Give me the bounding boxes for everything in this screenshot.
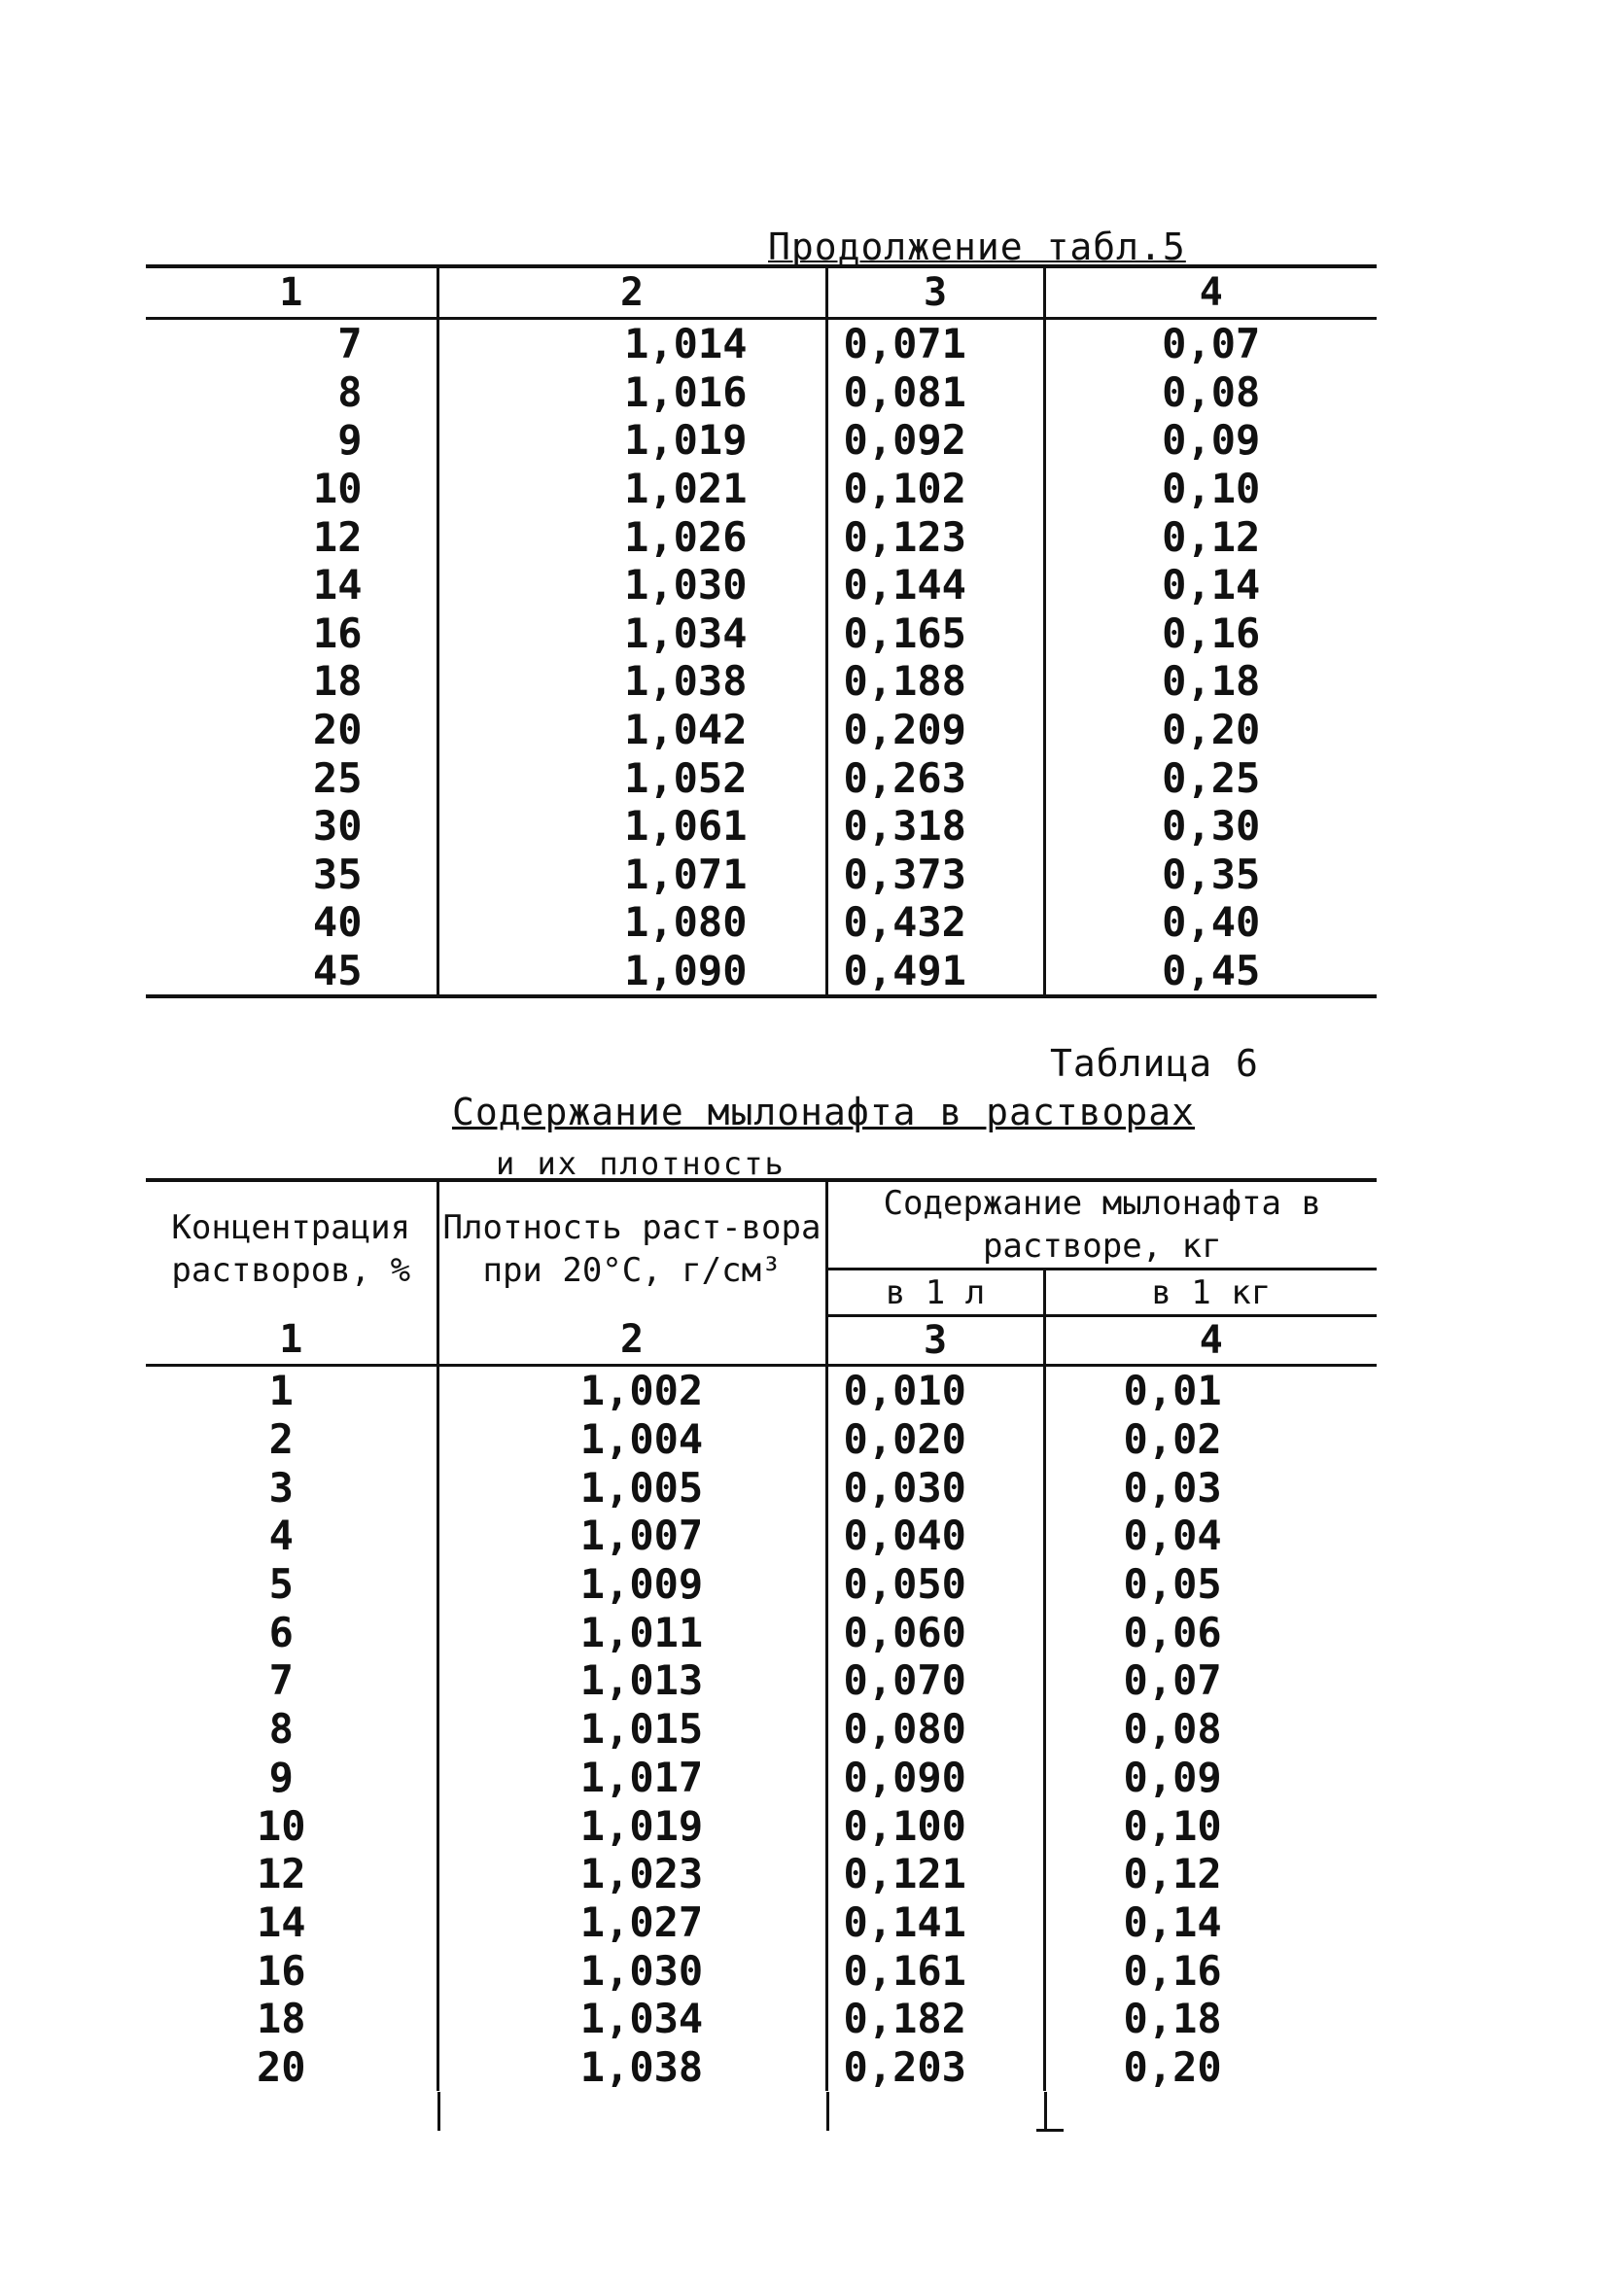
table6 [146, 1178, 1377, 2091]
column-number: 2 [437, 266, 826, 319]
table-cell: 14 [146, 1898, 437, 1947]
table-cell: 0,263 [826, 753, 1044, 802]
table-cell: 0,161 [826, 1946, 1044, 1995]
column-rule [437, 2092, 440, 2131]
table-row [146, 609, 1377, 658]
table-cell: 0,081 [826, 368, 1044, 417]
table-row [146, 465, 1377, 513]
table5-body [146, 319, 1377, 997]
table-cell: 12 [146, 512, 437, 561]
table-row [146, 416, 1377, 465]
table-cell: 0,432 [826, 898, 1044, 947]
table-cell: 0,090 [826, 1754, 1044, 1802]
table-cell: 1,016 [437, 368, 826, 417]
table-cell: 0,25 [1044, 753, 1377, 802]
table-cell: 1,026 [437, 512, 826, 561]
table-cell: 0,040 [826, 1512, 1044, 1560]
table-cell: 0,07 [1044, 1656, 1377, 1705]
table-cell: 20 [146, 706, 437, 754]
table-cell: 1,015 [437, 1705, 826, 1754]
table-cell: 1,005 [437, 1463, 826, 1512]
table-row [146, 1656, 1377, 1705]
column-rule [1044, 2092, 1047, 2131]
table6-title-line2: и их плотность [496, 1145, 786, 1182]
table-cell: 0,12 [1044, 512, 1377, 561]
table-cell: 1,004 [437, 1415, 826, 1464]
table-cell: 0,06 [1044, 1608, 1377, 1656]
table-row [146, 319, 1377, 368]
table-cell: 0,16 [1044, 1946, 1377, 1995]
table-cell: 5 [146, 1560, 437, 1609]
table-cell: 0,01 [1044, 1366, 1377, 1415]
table5-continuation-caption: Продолжение табл.5 [768, 226, 1186, 268]
table-row [146, 851, 1377, 899]
column-number: 1 [146, 1316, 437, 1366]
table-cell: 0,18 [1044, 657, 1377, 706]
table-cell: 12 [146, 1850, 437, 1898]
table-row [146, 802, 1377, 851]
table-cell: 1,090 [437, 947, 826, 997]
table-cell: 0,30 [1044, 802, 1377, 851]
table-cell: 1,013 [437, 1656, 826, 1705]
table-cell: 7 [146, 319, 437, 368]
header-per-litre: в 1 л [826, 1270, 1044, 1316]
table-cell: 1,019 [437, 416, 826, 465]
table-row [146, 1415, 1377, 1464]
table-cell: 1,042 [437, 706, 826, 754]
table-cell: 25 [146, 753, 437, 802]
table-cell: 0,100 [826, 1801, 1044, 1850]
table-cell: 0,123 [826, 512, 1044, 561]
table-cell: 0,02 [1044, 1415, 1377, 1464]
table-cell: 0,144 [826, 561, 1044, 609]
column-number-row [146, 266, 1377, 319]
table-cell: 0,060 [826, 1608, 1044, 1656]
table-cell: 3 [146, 1463, 437, 1512]
column-number: 1 [146, 266, 437, 319]
table-row [146, 1463, 1377, 1512]
column-number: 4 [1044, 1316, 1377, 1366]
table-cell: 0,092 [826, 416, 1044, 465]
table-cell: 0,080 [826, 1705, 1044, 1754]
column-number: 4 [1044, 266, 1377, 319]
table-cell: 0,20 [1044, 2043, 1377, 2092]
table-row [146, 1705, 1377, 1754]
header-concentration: Концентрация растворов, % [146, 1180, 437, 1316]
table-row [146, 706, 1377, 754]
table-row [146, 561, 1377, 609]
table-cell: 1,034 [437, 609, 826, 658]
table-cell: 0,16 [1044, 609, 1377, 658]
table-cell: 1,009 [437, 1560, 826, 1609]
table-cell: 18 [146, 1995, 437, 2043]
table-row [146, 512, 1377, 561]
table-cell: 0,14 [1044, 561, 1377, 609]
table-cell: 0,45 [1044, 947, 1377, 997]
table-cell: 1,030 [437, 1946, 826, 1995]
table-cell: 0,20 [1044, 706, 1377, 754]
table-cell: 0,07 [1044, 319, 1377, 368]
table-row [146, 1995, 1377, 2043]
table-cell: 1,019 [437, 1801, 826, 1850]
table-cell: 1,061 [437, 802, 826, 851]
table-cell: 0,491 [826, 947, 1044, 997]
table-row [146, 1898, 1377, 1947]
table6-label: Таблица 6 [1050, 1042, 1259, 1085]
table-cell: 0,070 [826, 1656, 1044, 1705]
table-row [146, 2043, 1377, 2092]
table6-title-line1: Содержание мылонафта в растворах [451, 1091, 1196, 1133]
table-cell: 0,03 [1044, 1463, 1377, 1512]
table-row [146, 753, 1377, 802]
table-cell: 0,14 [1044, 1898, 1377, 1947]
table-cell: 8 [146, 368, 437, 417]
table-row [146, 1801, 1377, 1850]
table5-continuation [146, 264, 1377, 998]
table-row [146, 1754, 1377, 1802]
table-cell: 0,35 [1044, 851, 1377, 899]
table-row [146, 657, 1377, 706]
table-cell: 40 [146, 898, 437, 947]
column-number-row [146, 1316, 1377, 1366]
table-cell: 0,165 [826, 609, 1044, 658]
table-cell: 8 [146, 1705, 437, 1754]
table-cell: 0,08 [1044, 1705, 1377, 1754]
table-cell: 0,18 [1044, 1995, 1377, 2043]
table-cell: 1,038 [437, 657, 826, 706]
table-row [146, 1560, 1377, 1609]
table-row [146, 1608, 1377, 1656]
table-cell: 0,182 [826, 1995, 1044, 2043]
table-cell: 2 [146, 1415, 437, 1464]
table-cell: 9 [146, 416, 437, 465]
table-cell: 0,030 [826, 1463, 1044, 1512]
table-row [146, 1850, 1377, 1898]
table-cell: 0,05 [1044, 1560, 1377, 1609]
table6-title [0, 1091, 1608, 1133]
table-cell: 9 [146, 1754, 437, 1802]
column-number: 3 [826, 266, 1044, 319]
table-cell: 0,141 [826, 1898, 1044, 1947]
header-density: Плотность раст-вора при 20°C, г/см³ [437, 1180, 826, 1316]
table-cell: 1,014 [437, 319, 826, 368]
table-cell: 1,011 [437, 1608, 826, 1656]
table-row [146, 947, 1377, 997]
table-row [146, 1946, 1377, 1995]
table-row [146, 1512, 1377, 1560]
table-cell: 1,034 [437, 1995, 826, 2043]
table-cell: 1,023 [437, 1850, 826, 1898]
table-cell: 7 [146, 1656, 437, 1705]
table-cell: 1,002 [437, 1366, 826, 1415]
table-cell: 0,10 [1044, 465, 1377, 513]
table-cell: 0,12 [1044, 1850, 1377, 1898]
table-cell: 10 [146, 465, 437, 513]
table-cell: 1 [146, 1366, 437, 1415]
table-cell: 18 [146, 657, 437, 706]
table-row [146, 898, 1377, 947]
column-number: 2 [437, 1316, 826, 1366]
header-per-kg: в 1 кг [1044, 1270, 1377, 1316]
header-content: Содержание мылонафта в растворе, кг [826, 1180, 1377, 1270]
column-rule-tail [1036, 2129, 1064, 2132]
column-number: 3 [826, 1316, 1044, 1366]
table-cell: 4 [146, 1512, 437, 1560]
table-cell: 0,121 [826, 1850, 1044, 1898]
table-cell: 14 [146, 561, 437, 609]
table-cell: 16 [146, 1946, 437, 1995]
table-cell: 35 [146, 851, 437, 899]
table-cell: 0,020 [826, 1415, 1044, 1464]
table-cell: 0,102 [826, 465, 1044, 513]
table-cell: 6 [146, 1608, 437, 1656]
table-row [146, 368, 1377, 417]
table-cell: 0,071 [826, 319, 1044, 368]
table-cell: 1,038 [437, 2043, 826, 2092]
table-cell: 0,209 [826, 706, 1044, 754]
table-cell: 0,09 [1044, 416, 1377, 465]
column-rule [826, 2092, 829, 2131]
table-cell: 1,027 [437, 1898, 826, 1947]
table-cell: 1,017 [437, 1754, 826, 1802]
table-cell: 0,08 [1044, 368, 1377, 417]
table-cell: 0,188 [826, 657, 1044, 706]
table-row [146, 1366, 1377, 1415]
table-cell: 20 [146, 2043, 437, 2092]
table-cell: 0,373 [826, 851, 1044, 899]
table-cell: 1,021 [437, 465, 826, 513]
table-cell: 16 [146, 609, 437, 658]
table-cell: 10 [146, 1801, 437, 1850]
table-cell: 0,318 [826, 802, 1044, 851]
table-cell: 0,09 [1044, 1754, 1377, 1802]
table-cell: 0,04 [1044, 1512, 1377, 1560]
table-cell: 1,052 [437, 753, 826, 802]
table-cell: 1,030 [437, 561, 826, 609]
table-cell: 0,050 [826, 1560, 1044, 1609]
table-cell: 0,10 [1044, 1801, 1377, 1850]
table-cell: 1,080 [437, 898, 826, 947]
table-cell: 0,203 [826, 2043, 1044, 2092]
table-cell: 30 [146, 802, 437, 851]
table-cell: 0,010 [826, 1366, 1044, 1415]
table-cell: 0,40 [1044, 898, 1377, 947]
table6-body [146, 1366, 1377, 2092]
table-cell: 45 [146, 947, 437, 997]
table-cell: 1,007 [437, 1512, 826, 1560]
table-cell: 1,071 [437, 851, 826, 899]
